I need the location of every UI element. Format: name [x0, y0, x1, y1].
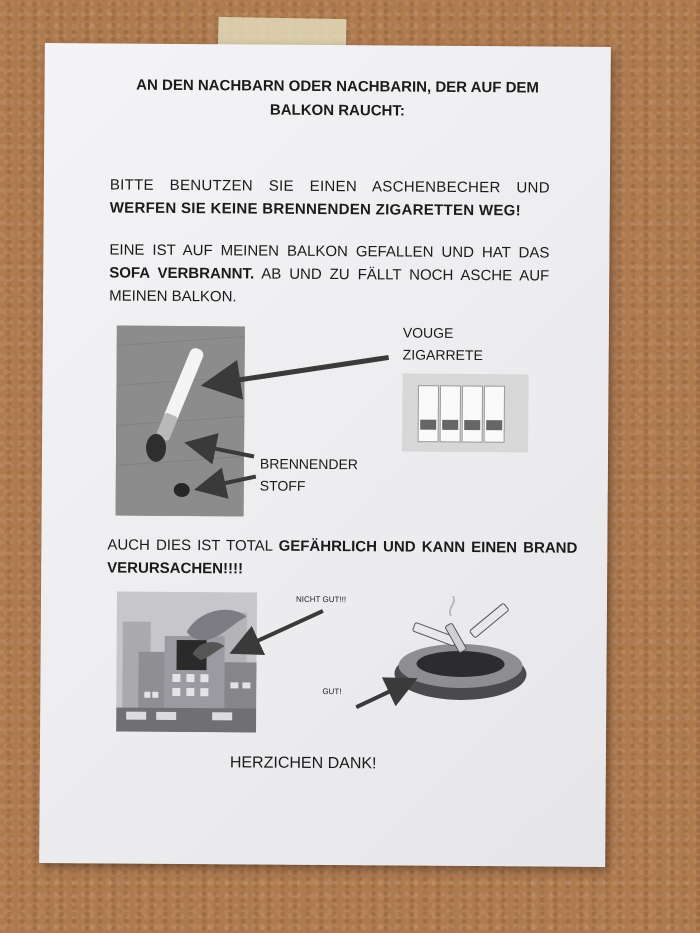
label-vouge: [403, 322, 483, 367]
p2-start: EINE IST AUF MEINEN BALKON GEFALLEN UND HAT DAS: [109, 241, 550, 262]
p3-bold: GEFÄHRLICH UND KANN EINEN BRAND VERURSACHEN!!!!: [107, 537, 578, 578]
paragraph-danger: [107, 533, 577, 582]
paragraph-ashtray: [110, 173, 550, 222]
ashtray-illustration: [390, 595, 531, 706]
label-vouge-line-1: VOUGE: [402, 324, 454, 341]
label-nicht-gut: NICHT GUT!!!: [295, 594, 347, 605]
label-gut: GUT!: [322, 686, 342, 697]
label-brennender-stoff: [260, 453, 358, 498]
p1-bold: WERFEN SIE KEINE BRENNENDEN ZIGARETTEN WEG!: [109, 199, 522, 220]
burnt-fabric-photo: [116, 326, 245, 517]
notice-heading: [102, 73, 572, 124]
heading-line-1: AN DEN NACHBARN ODER NACHBARIN, DER AUF DEM: [136, 76, 540, 97]
burning-building-illustration: [116, 592, 257, 733]
cigarette-on-fabric-image: [116, 326, 245, 517]
cigarette-packs-image: [402, 374, 529, 453]
ashtray-image: [390, 595, 531, 706]
label-stoff-line-1: BRENNENDER: [259, 455, 359, 473]
burning-house-image: [116, 592, 257, 733]
label-vouge-line-2: ZIGARRETE: [402, 346, 483, 364]
p3-normal: AUCH DIES IST TOTAL: [107, 536, 279, 555]
label-stoff-line-2: STOFF: [259, 477, 306, 494]
vogue-cigarettes-photo: [402, 374, 529, 453]
heading-line-2: BALKON RAUCHT:: [269, 101, 405, 120]
p2-end: AB UND ZU FÄLLT NOCH ASCHE AUF MEINEN BALKON.: [109, 265, 550, 306]
p1-normal: BITTE BENUTZEN SIE EINEN ASCHENBECHER UND: [109, 176, 550, 197]
thanks-text: HERZICHEN DANK!: [229, 754, 377, 773]
paragraph-sofa: [109, 238, 549, 310]
p2-bold: SOFA VERBRANNT.: [109, 264, 255, 283]
notice-paper: [39, 43, 611, 867]
